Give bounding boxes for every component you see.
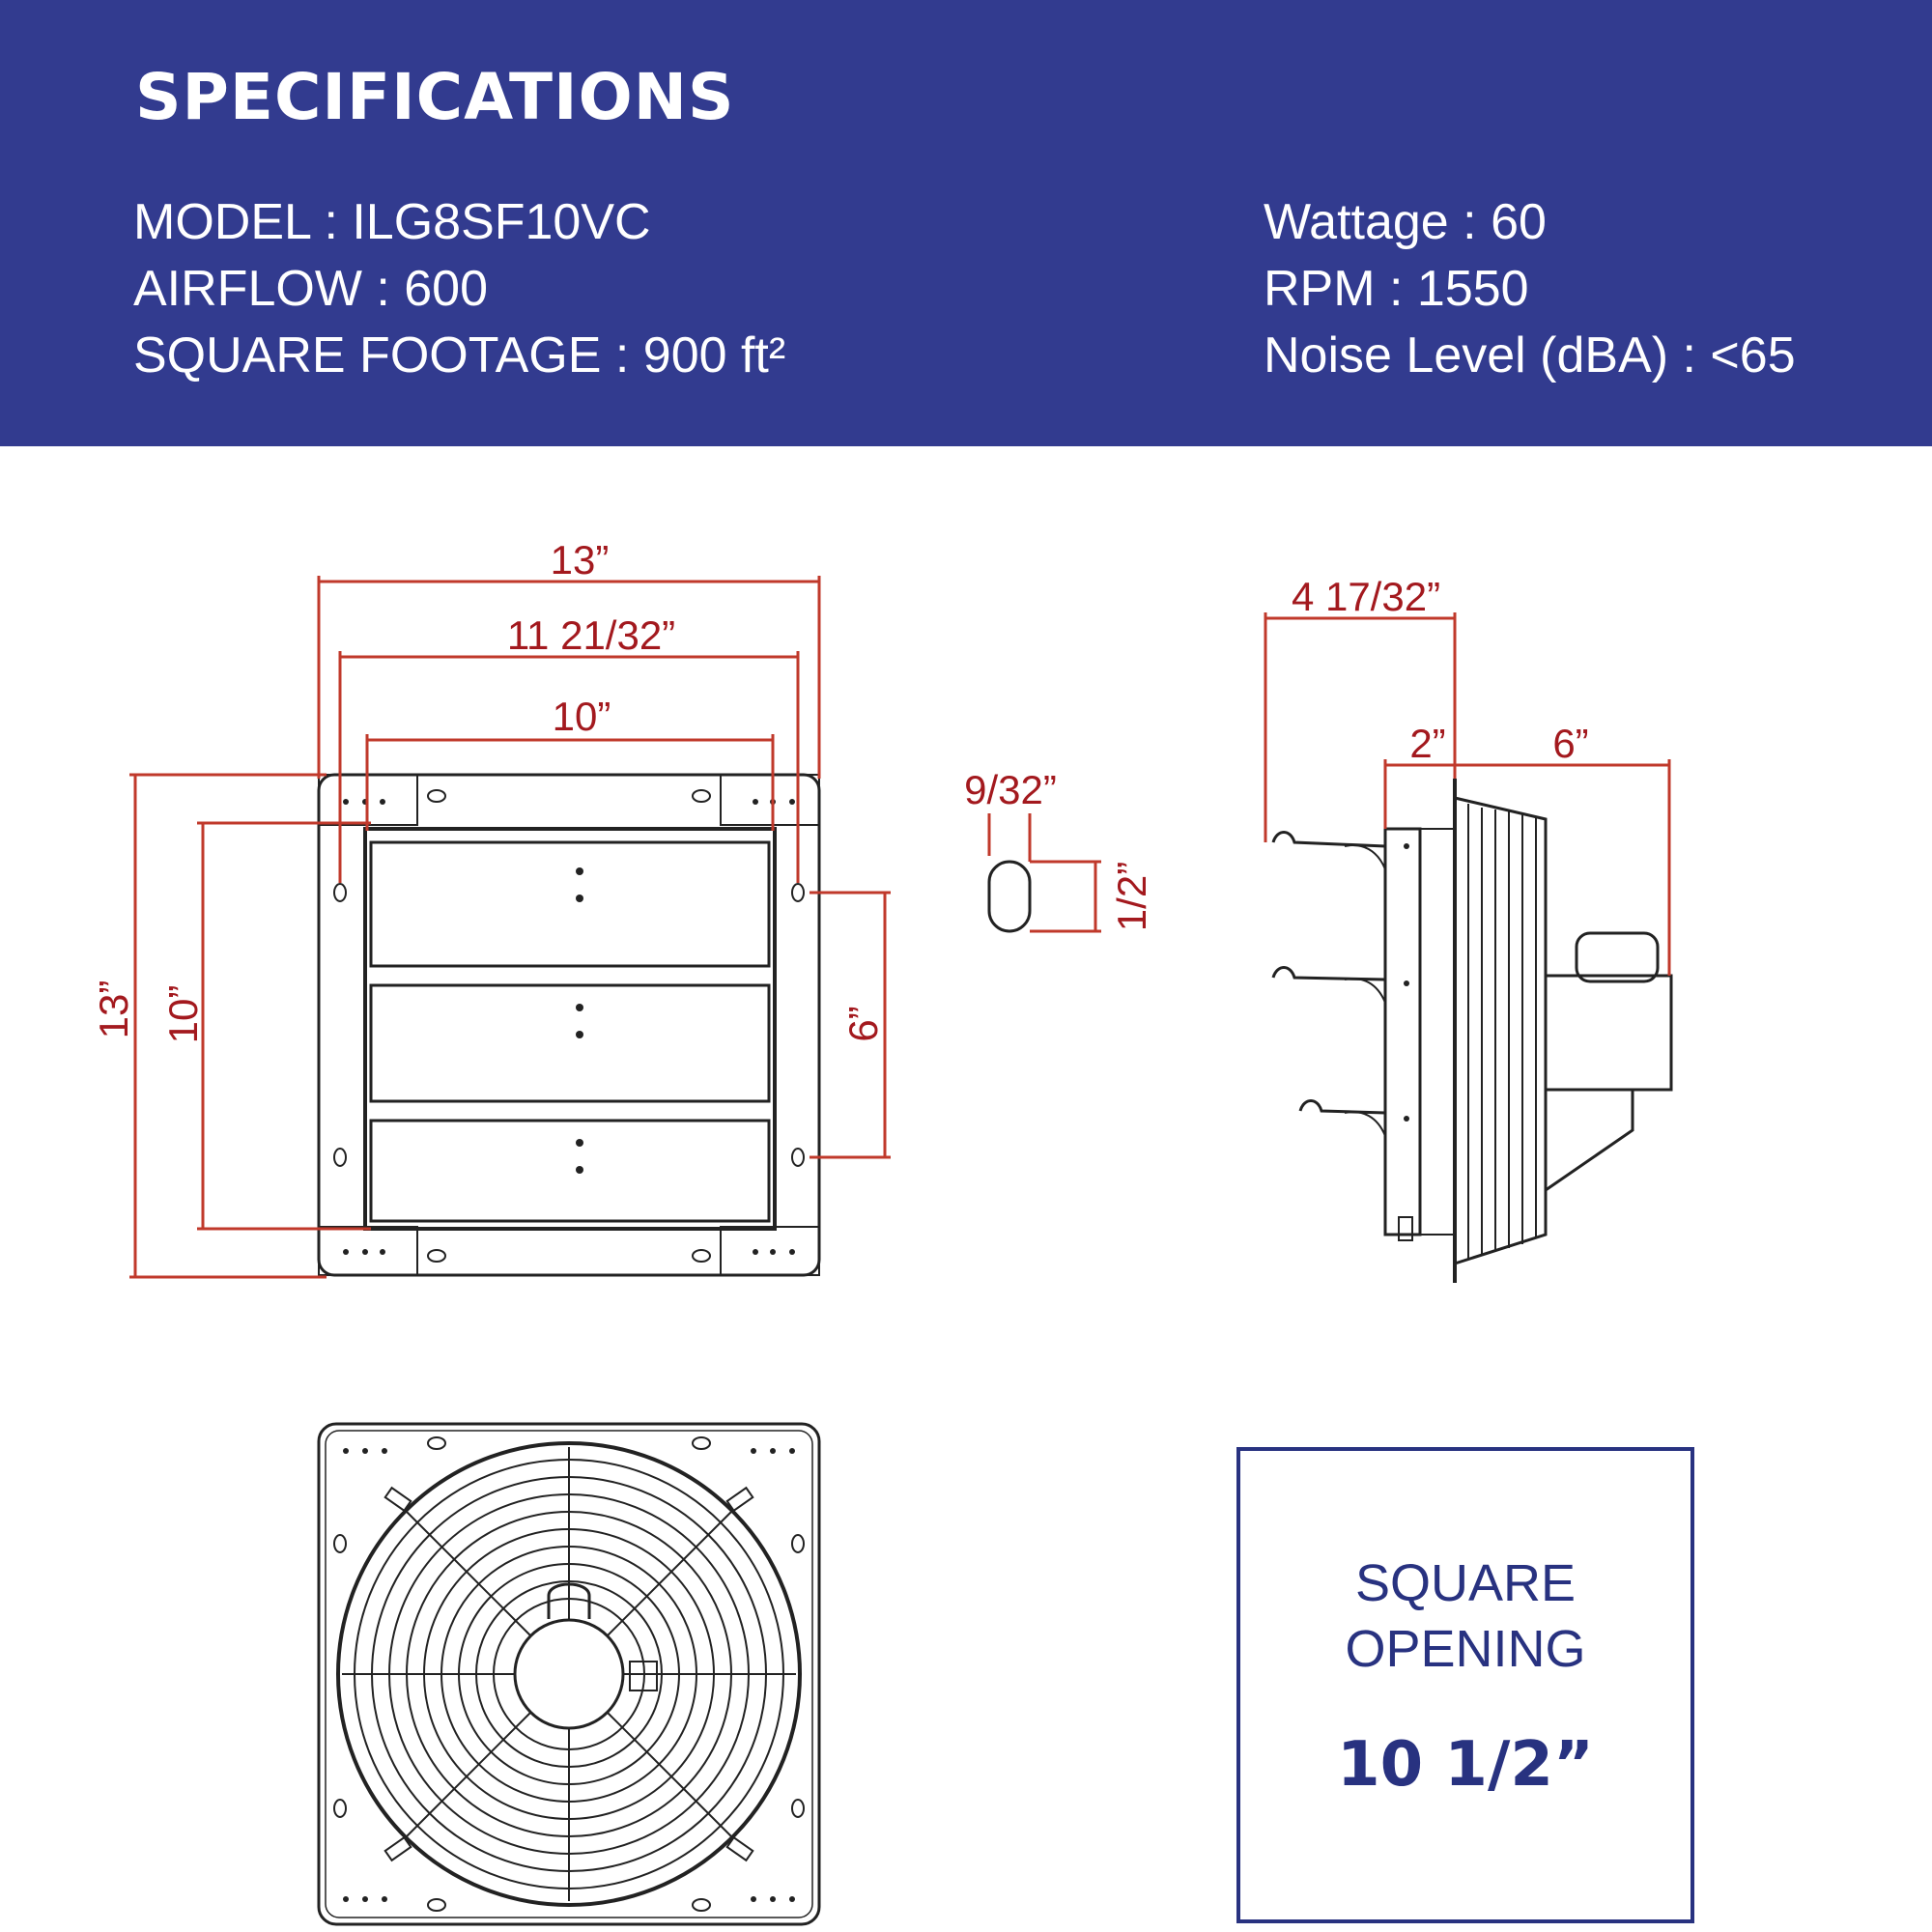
square-opening-label-line1: SQUARE xyxy=(1354,1554,1577,1612)
dim-total-depth: 4 17/32” xyxy=(1291,574,1441,619)
dim-height-outer: 13” xyxy=(91,980,136,1039)
slot-detail xyxy=(964,767,1154,931)
square-opening-label-line2: OPENING xyxy=(1345,1620,1586,1678)
spec-square-footage: SQUARE FOOTAGE : 900 ft² xyxy=(133,327,786,384)
square-opening-value: 10 1/2” xyxy=(1337,1729,1594,1801)
dim-frame-depth: 2” xyxy=(1409,721,1446,766)
side-view-drawing xyxy=(1273,779,1671,1283)
spec-wattage: Wattage : 60 xyxy=(1264,194,1547,250)
dim-width-mount: 11 21/32” xyxy=(506,612,676,658)
spec-rpm: RPM : 1550 xyxy=(1264,261,1529,317)
dim-hole-spacing: 6” xyxy=(840,1006,886,1042)
spec-airflow: AIRFLOW : 600 xyxy=(133,261,488,317)
spec-noise-level: Noise Level (dBA) : <65 xyxy=(1264,327,1796,384)
dim-width-shutter: 10” xyxy=(552,694,611,739)
dim-slot-width: 9/32” xyxy=(964,767,1057,812)
page-title: SPECIFICATIONS xyxy=(135,60,735,134)
square-opening-box xyxy=(1236,1447,1694,1923)
front-view-dimensions xyxy=(91,537,891,1277)
dim-height-shutter: 10” xyxy=(160,984,206,1044)
back-view-drawing xyxy=(319,1424,819,1924)
front-view-drawing xyxy=(319,775,819,1275)
dim-motor-depth: 6” xyxy=(1552,721,1589,766)
dim-slot-height: 1/2” xyxy=(1109,861,1154,932)
dim-width-outer: 13” xyxy=(550,537,610,582)
square-opening-label xyxy=(1240,1550,1690,1682)
spec-model: MODEL : ILG8SF10VC xyxy=(133,194,651,250)
